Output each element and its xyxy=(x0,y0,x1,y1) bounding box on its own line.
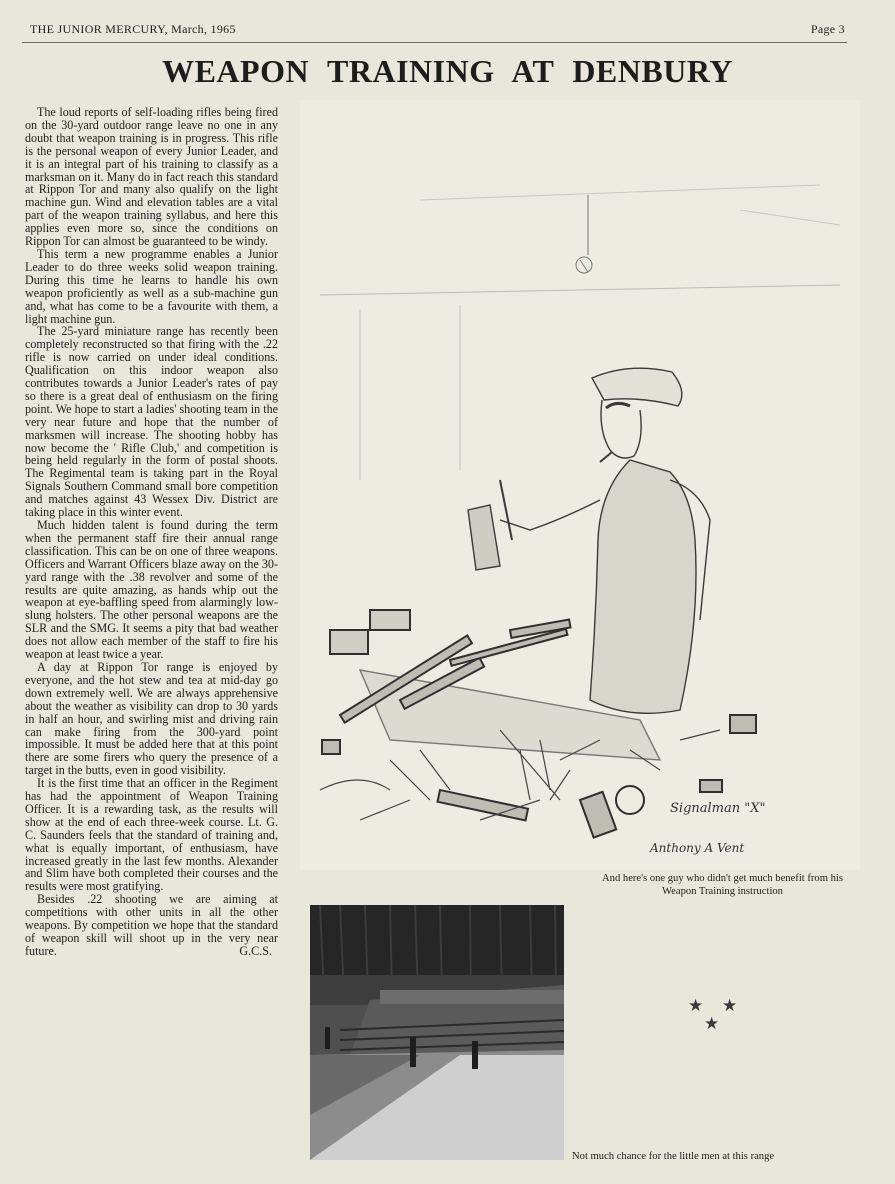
article-paragraph: The loud reports of self-loading rifles being fired on the 30-yard outdoor range leave no one in any doubt that weapon training is in progress. This rifle is the personal weapon of every Junior Leader, and it is an integral part of his training to classify as a marksman on it. Many do in fact reach this standard at Rippon Tor and many also qualify on the light machine gun. Wind and elevation tables are a vital part of the weapon training syllabus, and here this applies even more so, since the conditions on Rippon Tor can almost be guaranteed to be windy. xyxy=(25,105,278,249)
running-head xyxy=(30,22,845,42)
range-photo xyxy=(310,905,564,1160)
cartoon-caption: And here's one guy who didn't get much benefit from his Weapon Training instruction xyxy=(602,873,843,897)
cartoon-illustration xyxy=(300,100,860,870)
star-icon: ★ xyxy=(704,1014,720,1033)
article-paragraph: Much hidden talent is found during the term when the permanent staff fire their annual range classification. This can be on one of three weapons. Officers and Warrant Officers blaze away on the 30-yard range with the .38 revolver and some of the results are quite amazing, as hands whip out the weapon at eye-baffling speed from alarmingly low-slung holsters. The other personal weapons are the SLR and the SMG. It seems a pity that bad weather does not allow each member of the staff to fire his weapon at least twice a year. xyxy=(25,518,278,662)
star-icon: ★ xyxy=(688,996,704,1015)
article-signoff: G.C.S. xyxy=(239,943,272,958)
cartoon-signature-artist: Anthony A Vent xyxy=(650,841,745,855)
article-headline: WEAPON TRAINING AT DENBURY xyxy=(162,53,733,89)
photo-caption: Not much chance for the little men at this range xyxy=(572,1151,775,1162)
publication-line: THE JUNIOR MERCURY, March, 1965 xyxy=(30,22,236,36)
article-paragraph: This term a new programme enables a Junior Leader to do three weeks solid weapon training. During this time he learns to handle his own weapon proficiently as well as a sub-machine gun and, what has come to be a favourite with them, a light machine gun. xyxy=(25,246,278,326)
article-paragraph-text: Besides .22 shooting we are aiming at competitions with other units in all the other weapons. By competition we hope that the standard of weapon skill will shoot up in the very near future. xyxy=(25,892,278,958)
article-paragraph: The 25-yard miniature range has recently been completely reconstructed so that firing with the .22 rifle is now carried on under ideal conditions. Qualification on this indoor weapon also contributes towards a Junior Leader's rates of pay so there is a great deal of enthusiasm on the firing point. We hope to start a ladies' shooting team in the very near future and hope that the number of marksmen will increase. The shooting hobby has now become the ' Rifle Club,' and competition is being held regularly in the form of postal shoots. The Regimental team is taking part in the Royal Signals Southern Command small bore competition and matches against 43 Wessex Div. District are taking place in this winter event. xyxy=(25,324,278,520)
article-body xyxy=(25,106,278,958)
cartoon-signature-signalman: Signalman "X" xyxy=(670,801,766,816)
article-paragraph: A day at Rippon Tor range is enjoyed by everyone, and the hot stew and tea at mid-day go down extremely well. We are always apprehensive about the weather as visibility can drop to 30 yards in half an hour, and swirling mist and driving rain can make firing from the 300-yard point impossible. It must be added here that at this point there are some firers who query the presence of a target in the butts, even in good visibility. xyxy=(25,659,278,778)
page-number: Page 3 xyxy=(810,22,845,36)
star-icon: ★ xyxy=(722,996,738,1015)
article-paragraph-last xyxy=(25,893,278,958)
header-rule xyxy=(22,42,847,43)
decorative-stars xyxy=(684,996,744,1036)
article-paragraph: It is the first time that an officer in the Regiment has had the appointment of Weapon Training Officer. It is a rewarding task, as the results will show at the end of each three-week course. Lt. G. C. Saunders feels that the standard of training and, what is equally important, of enthusiasm, have increased greatly in the last few months. Alexander and Slim have both completed their courses and the results were most gratifying. xyxy=(25,776,278,894)
